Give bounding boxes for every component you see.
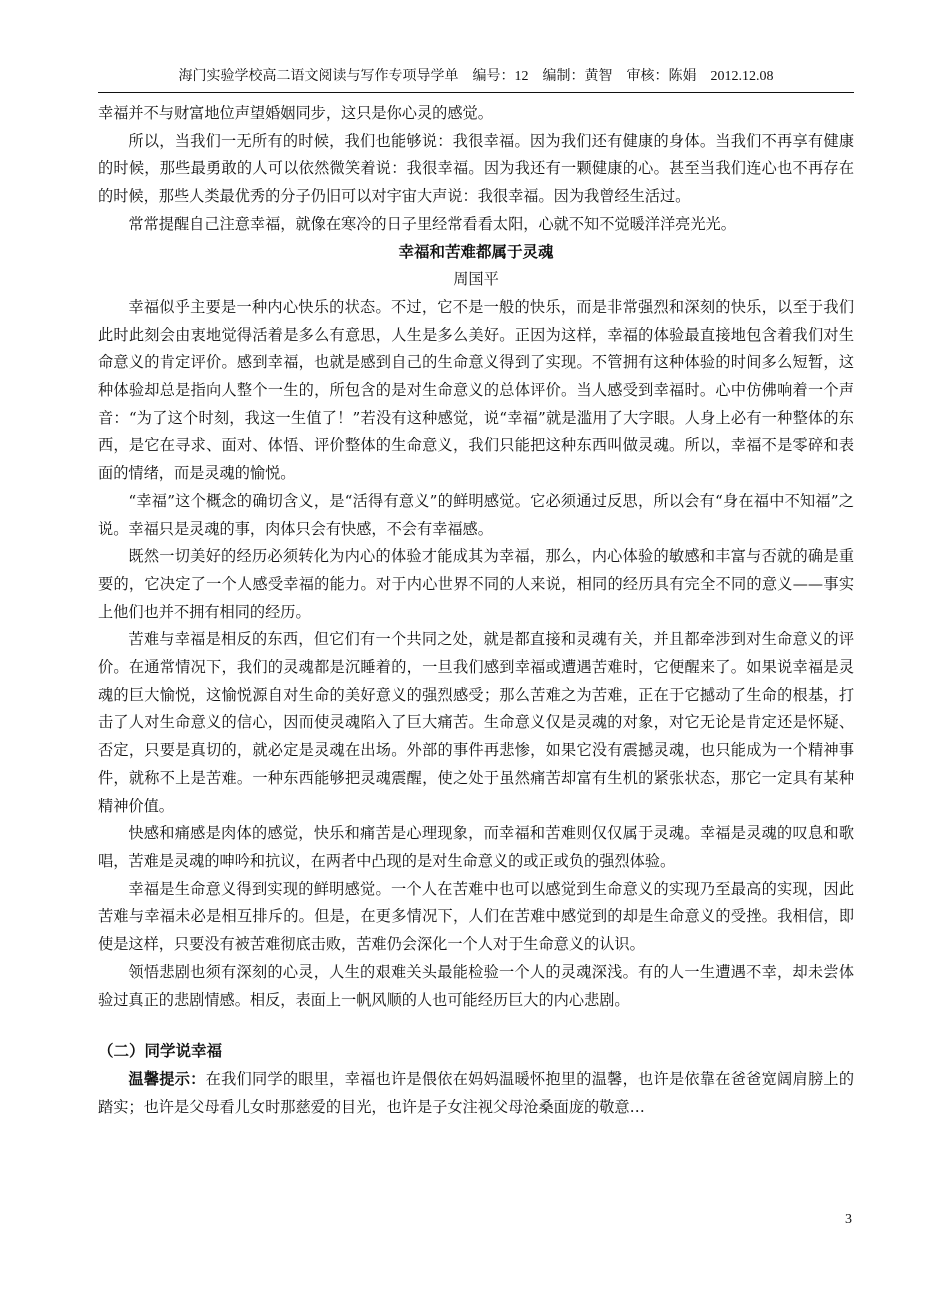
intro-paragraph: 幸福并不与财富地位声望婚姻同步，这只是你心灵的感觉。 bbox=[98, 104, 493, 122]
intro-paragraph: 所以，当我们一无所有的时候，我们也能够说：我很幸福。因为我们还有健康的身体。当我们不再享有健康的时候，那些最勇敢的人可以依然微笑着说：我很幸福。因为我还有一颗健康的心。甚至当我们连心也不再存在的时候，那些人类最优秀的分子仍旧可以对宇宙大声说：我很幸福。因为我曾经生活过。 bbox=[98, 131, 854, 206]
intro-paragraph: 常常提醒自己注意幸福，就像在寒冷的日子里经常看看太阳，心就不知不觉暖洋洋亮光光。 bbox=[128, 214, 736, 233]
article-paragraph: 领悟悲剧也须有深刻的心灵，人生的艰难关头最能检验一个人的灵魂深浅。有的人一生遭遇不幸，却未尝体验过真正的悲剧情感。相反，表面上一帆风顺的人也可能经历巨大的内心悲剧。 bbox=[98, 962, 854, 1009]
article-paragraph: “幸福”这个概念的确切含义，是“活得有意义”的鲜明感觉。它必须通过反思，所以会有“身在福中不知福”之说。幸福只是灵魂的事，肉体只会有快感，不会有幸福感。 bbox=[98, 491, 854, 538]
article-paragraph: 幸福似乎主要是一种内心快乐的状态。不过，它不是一般的快乐，而是非常强烈和深刻的快乐，以至于我们此时此刻会由衷地觉得活着是多么有意思，人生是多么美好。正因为这样，幸福的体验最直接地包含着我们对生命意义的肯定评价。感到幸福，也就是感到自己的生命意义得到了实现。不管拥有这种体验的时间多么短暂，这种体验却总是指向人整个一生的，所包含的是对生命意义的总体评价。当人感受到幸福时。心中仿佛响着一个声音：“为了这个时刻，我这一生值了！”若没有这种感觉，说“幸福”就是滥用了大字眼。人身上必有一种整体的东西，是它在寻求、面对、体悟、评价整体的生命意义，我们只能把这种东西叫做灵魂。所以，幸福不是零碎和表面的情绪，而是灵魂的愉悦。 bbox=[98, 297, 854, 483]
tip-paragraph bbox=[98, 1066, 854, 1121]
tip-label: 温馨提示： bbox=[128, 1069, 206, 1088]
article-paragraph: 苦难与幸福是相反的东西，但它们有一个共同之处，就是都直接和灵魂有关，并且都牵涉到对生命意义的评价。在通常情况下，我们的灵魂都是沉睡着的，一旦我们感到幸福或遭遇苦难时，它便醒来了。如果说幸福是灵魂的巨大愉悦，这愉悦源自对生命的美好意义的强烈感受；那么苦难之为苦难，正在于它撼动了生命的根基，打击了人对生命意义的信心，因而使灵魂陷入了巨大痛苦。生命意义仅是灵魂的对象，对它无论是肯定还是怀疑、否定，只要是真切的，就必定是灵魂在出场。外部的事件再悲惨，如果它没有震撼灵魂，也只能成为一个精神事件，就称不上是苦难。一种东西能够把灵魂震醒，使之处于虽然痛苦却富有生机的紧张状态，那它一定具有某种精神价值。 bbox=[98, 630, 854, 815]
page-number: 3 bbox=[845, 1212, 852, 1227]
section-title: （二）同学说幸福 bbox=[98, 1042, 223, 1061]
page-content bbox=[98, 100, 854, 1121]
header-divider bbox=[98, 92, 854, 93]
article-author: 周国平 bbox=[453, 270, 499, 289]
article-paragraph: 幸福是生命意义得到实现的鲜明感觉。一个人在苦难中也可以感觉到生命意义的实现乃至最高的实现，因此苦难与幸福未必是相互排斥的。但是，在更多情况下，人们在苦难中感觉到的却是生命意义的受挫。我相信，即使是这样，只要没有被苦难彻底击败，苦难仍会深化一个人对于生命意义的认识。 bbox=[98, 879, 854, 954]
article-title: 幸福和苦难都属于灵魂 bbox=[398, 242, 554, 261]
document-header: 海门实验学校高二语文阅读与写作专项导学单 编号：12 编制：黄智 审核：陈娟 2012.12.08 bbox=[178, 69, 774, 84]
article-paragraph: 快感和痛感是肉体的感觉，快乐和痛苦是心理现象，而幸福和苦难则仅仅属于灵魂。幸福是灵魂的叹息和歌唱，苦难是灵魂的呻吟和抗议，在两者中凸现的是对生命意义的或正或负的强烈体验。 bbox=[98, 824, 854, 870]
tip-text: 在我们同学的眼里，幸福也许是偎依在妈妈温暖怀抱里的温馨，也许是依靠在爸爸宽阔肩膀上的踏实；也许是父母看儿女时那慈爱的目光，也许是子女注视父母沧桑面庞的敬意… bbox=[98, 1069, 855, 1116]
article-paragraph: 既然一切美好的经历必须转化为内心的体验才能成其为幸福，那么，内心体验的敏感和丰富与否就的确是重要的，它决定了一个人感受幸福的能力。对于内心世界不同的人来说，相同的经历具有完全不同的意义——事实上他们也并不拥有相同的经历。 bbox=[98, 547, 854, 621]
section-spacer bbox=[98, 1014, 854, 1038]
